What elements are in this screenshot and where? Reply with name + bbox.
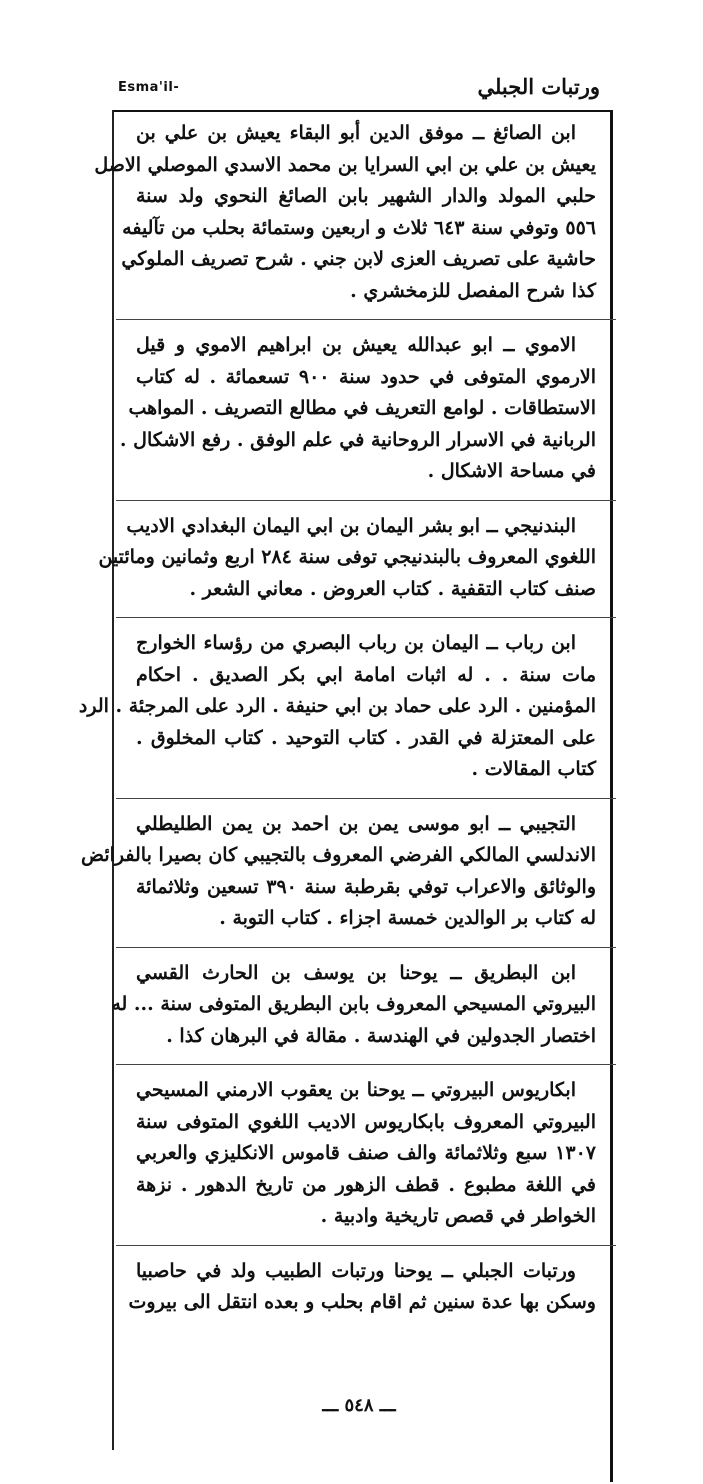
entry: [81, 809, 597, 947]
entry-text-line: ٥٥٦ وتوفي سنة ٦٤٣ ثلاث و اربعين وستمائة بحلب من تآليفه: [122, 216, 596, 239]
running-head: ورتبات الجبلي: [477, 74, 600, 99]
entry: [136, 1075, 596, 1245]
entry-text-line: الاستطاقات . لوامع التعريف في مطالع التصريف . المواهب: [128, 397, 596, 419]
entry-text-line: والوثائق والاعراب توفي بقرطبة سنة ٣٩٠ تسعين وثلاثمائة: [136, 875, 597, 898]
header-rule: [112, 110, 612, 112]
entry-divider: [116, 1245, 616, 1246]
right-margin-rule: [610, 110, 613, 1482]
entry-text-line: على المعتزلة في القدر . كتاب التوحيد . كتاب المخلوق .: [136, 726, 596, 749]
entry: [94, 118, 596, 319]
entry-text-line: كذا شرح المفصل للزمخشري .: [350, 279, 596, 302]
entry-heading-line: ورتبات الجبلي ــ يوحنا ورتبات الطبيب ولد في حاصبيا: [136, 1259, 576, 1282]
entry-text-line: في اللغة مطبوع . قطف الزهور من تاريخ الدهور . نزهة: [136, 1173, 596, 1196]
entry-text-line: حلبي المولد والدار الشهير بابن الصائغ النحوي ولد سنة: [136, 185, 596, 207]
entry-text-line: يعيش بن علي بن ابي السرايا بن محمد الاسدي الموصلي الاصل: [94, 153, 596, 176]
entry-divider: [116, 617, 616, 618]
left-margin-rule: [112, 110, 114, 1450]
entry-text-line: الربانية في الاسرار الروحانية في علم الوفق . رفع الاشكال .: [119, 428, 596, 451]
entry: [98, 511, 596, 618]
entry-text-line: حاشية على تصريف العزى لابن جني . شرح تصريف الملوكي: [121, 248, 596, 270]
library-stamp: Esma'il-: [118, 80, 180, 95]
entry-text-line: مات سنة . . له اثبات امامة ابي بكر الصديق . احكام: [136, 663, 596, 686]
entry-text-line: المؤمنين . الرد على حماد بن ابي حنيفة . الرد على المرجئة . الرد: [78, 695, 596, 717]
entry: [78, 628, 596, 798]
entry-text-line: اللغوي المعروف بالبندنيجي توفى سنة ٢٨٤ اربع وثمانين ومائتين: [98, 546, 596, 568]
entry-text-line: وسكن بها عدة سنين ثم اقام بحلب و بعده انتقل الى بيروت: [128, 1291, 596, 1313]
entry-divider: [116, 798, 616, 799]
entry-text-line: له كتاب بر الوالدين خمسة اجزاء . كتاب التوبة .: [219, 907, 596, 929]
entry: [128, 1256, 596, 1331]
entry-divider: [116, 947, 616, 948]
entry-divider: [116, 1064, 616, 1065]
entry-heading-line: ابن البطريق ــ يوحنا بن يوسف بن الحارث القسي: [136, 961, 576, 984]
entry: [111, 958, 596, 1065]
entry-text-line: في مساحة الاشكال .: [427, 460, 596, 482]
entry-text-line: البيروتي المعروف بابكاريوس الاديب اللغوي المتوفى سنة: [136, 1110, 596, 1133]
entry-text-line: الارموي المتوفى في حدود سنة ٩٠٠ تسعمائة . له كتاب: [136, 365, 596, 388]
entry-text-line: كتاب المقالات .: [471, 758, 596, 780]
page-number: ـــ ٥٤٨ ـــ: [322, 1395, 396, 1416]
entry-divider: [116, 319, 616, 320]
entry-text-line: البيروتي المسيحي المعروف بابن البطريق المتوفى سنة ... له: [111, 993, 596, 1015]
entry-divider: [116, 500, 616, 501]
entry-text-line: اختصار الجدولين في الهندسة . مقالة في البرهان كذا .: [166, 1024, 596, 1047]
entry-text-line: الاندلسي المالكي الفرضي المعروف بالتجيبي كان بصيرا بالفرائض: [81, 844, 596, 866]
entry-heading-line: ابكاريوس البيروتي ــ يوحنا بن يعقوب الارمني المسيحي: [136, 1079, 576, 1101]
entry-text-line: صنف كتاب التقفية . كتاب العروض . معاني الشعر .: [189, 577, 596, 600]
entry-text-line: ١٣٠٧ سبع وثلاثمائة والف صنف قاموس الانكليزي والعربي: [136, 1142, 596, 1164]
page-header: [118, 72, 600, 106]
entry: [119, 330, 596, 500]
entries-column: [78, 118, 597, 1331]
entry-heading-line: البندنيجي ــ ابو بشر اليمان بن ابي اليمان البغدادي الاديب: [126, 514, 576, 537]
entry-heading-line: ابن رباب ــ اليمان بن رباب البصري من رؤساء الخوارج: [136, 632, 576, 654]
entry-heading-line: الاموي ــ ابو عبدالله يعيش بن ابراهيم الاموي و قيل: [136, 334, 576, 356]
entry-text-line: الخواطر في قصص تاريخية وادبية .: [320, 1205, 596, 1227]
entry-heading-line: التجيبي ــ ابو موسى يمن بن احمد بن يمن الطليطلي: [136, 812, 576, 835]
entry-heading-line: ابن الصائغ ــ موفق الدين أبو البقاء يعيش بن علي بن: [136, 122, 576, 144]
